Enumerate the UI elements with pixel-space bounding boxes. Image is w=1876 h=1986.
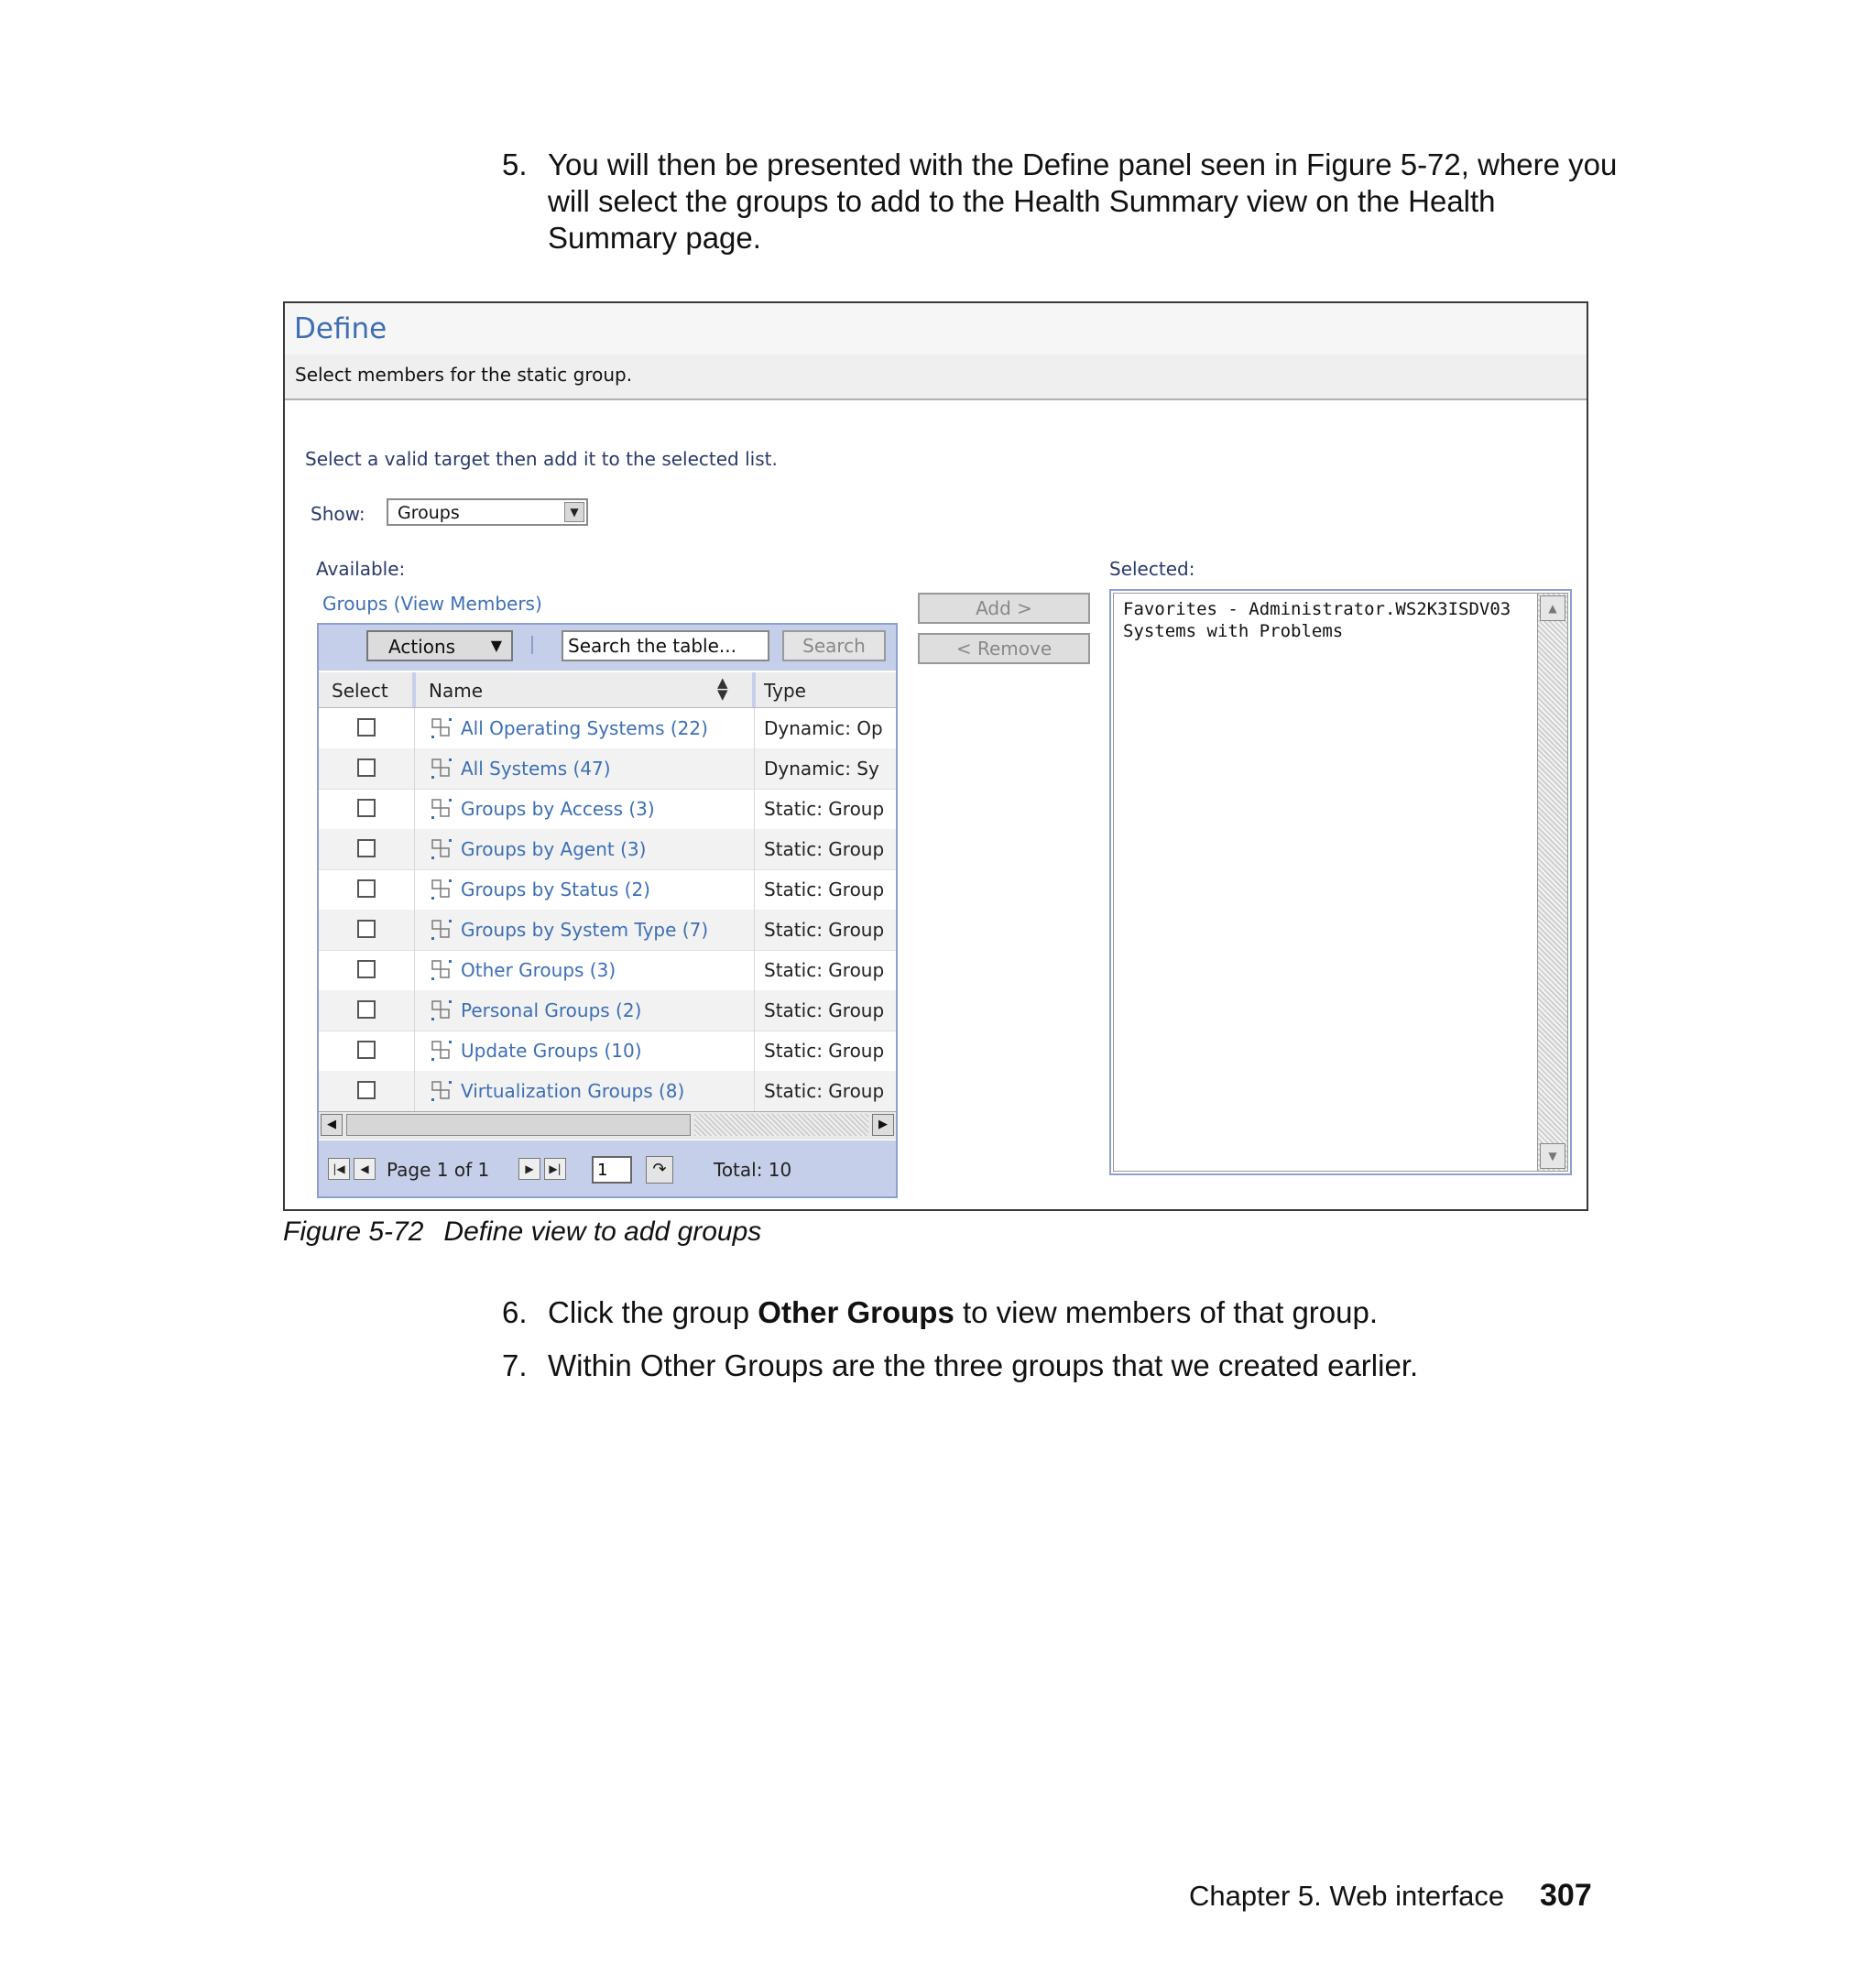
table-row — [319, 869, 896, 911]
remove-button[interactable]: < Remove — [918, 633, 1090, 664]
group-icon — [431, 1080, 453, 1102]
group-icon — [431, 959, 453, 981]
row-checkbox[interactable] — [357, 758, 376, 777]
group-type: Dynamic: Op — [764, 717, 883, 739]
scroll-down-icon[interactable]: ▼ — [1540, 1143, 1565, 1169]
selected-item[interactable]: Systems with Problems — [1123, 621, 1344, 641]
group-icon — [431, 1040, 453, 1062]
row-checkbox[interactable] — [357, 1081, 376, 1099]
table-row — [319, 950, 896, 991]
scroll-up-icon[interactable]: ▲ — [1540, 595, 1565, 621]
column-header-type[interactable]: Type — [764, 680, 806, 702]
scrollbar-thumb[interactable] — [346, 1114, 691, 1136]
groups-view-members-link[interactable]: Groups (View Members) — [322, 593, 542, 615]
group-icon — [431, 919, 453, 941]
row-checkbox[interactable] — [357, 879, 376, 898]
group-name-link[interactable]: Groups by Status (2) — [461, 878, 650, 900]
show-select-value: Groups — [398, 503, 460, 523]
column-divider — [414, 869, 415, 910]
scroll-left-icon[interactable]: ◀ — [321, 1114, 343, 1136]
group-name-link[interactable]: Groups by Access (3) — [461, 798, 655, 820]
vertical-scrollbar[interactable] — [1537, 593, 1568, 1172]
page-number: 307 — [1540, 1878, 1592, 1913]
chevron-down-icon[interactable]: ▼ — [564, 502, 584, 522]
column-divider — [754, 748, 755, 789]
table-pager — [319, 1140, 896, 1198]
column-divider — [754, 829, 755, 869]
figure-number: Figure 5-72 — [283, 1217, 424, 1247]
actions-label: Actions — [388, 636, 456, 658]
scrollbar-track[interactable] — [694, 1114, 868, 1136]
group-icon — [431, 999, 453, 1021]
title-bar — [285, 303, 1587, 356]
last-page-icon[interactable]: ▶| — [544, 1158, 566, 1180]
column-divider — [754, 910, 755, 950]
add-button[interactable]: Add > — [918, 593, 1090, 624]
selected-list[interactable] — [1109, 589, 1572, 1175]
group-type: Static: Group — [764, 1080, 885, 1102]
first-page-icon[interactable]: |◀ — [328, 1158, 350, 1180]
next-page-icon[interactable]: ▶ — [518, 1158, 540, 1180]
group-name-link[interactable]: Personal Groups (2) — [461, 999, 642, 1021]
group-type: Static: Group — [764, 919, 885, 941]
group-name-link[interactable]: Virtualization Groups (8) — [461, 1080, 685, 1102]
row-checkbox[interactable] — [357, 718, 376, 737]
figure-caption — [283, 1217, 761, 1248]
selected-list-body — [1113, 593, 1540, 1172]
selected-item[interactable]: Favorites - Administrator.WS2K3ISDV03 — [1123, 599, 1511, 619]
total-count: Total: 10 — [714, 1159, 792, 1181]
table-search-input[interactable] — [562, 630, 769, 661]
row-checkbox[interactable] — [357, 799, 376, 817]
column-header-name[interactable]: Name — [429, 680, 484, 702]
column-divider — [754, 950, 755, 990]
previous-page-icon[interactable]: ◀ — [354, 1158, 376, 1180]
column-divider — [414, 1071, 415, 1111]
actions-menu-button[interactable] — [366, 630, 513, 661]
column-divider — [414, 748, 415, 789]
row-checkbox[interactable] — [357, 920, 376, 938]
table-header — [319, 672, 896, 708]
group-type: Static: Group — [764, 1040, 885, 1062]
available-table — [317, 623, 898, 1198]
sort-icon[interactable]: ▲ ▼ — [717, 674, 728, 703]
group-icon — [431, 758, 453, 780]
table-row — [319, 829, 896, 870]
column-divider — [754, 1031, 755, 1071]
column-divider — [414, 990, 415, 1031]
row-checkbox[interactable] — [357, 960, 376, 978]
group-type: Static: Group — [764, 999, 885, 1021]
toolbar-divider — [531, 636, 533, 654]
step-text: Within Other Groups are the three groups that we created earlier. — [548, 1348, 1419, 1382]
group-type: Static: Group — [764, 878, 885, 900]
table-toolbar — [319, 625, 896, 671]
horizontal-scrollbar[interactable] — [319, 1111, 896, 1140]
step-text-part: Click the group — [548, 1295, 758, 1329]
column-divider — [414, 789, 415, 829]
column-divider — [754, 1071, 755, 1111]
table-row — [319, 1031, 896, 1072]
step-text-part: to view members of that group. — [954, 1295, 1379, 1329]
other-groups-emphasis: Other Groups — [758, 1295, 954, 1329]
group-type: Static: Group — [764, 838, 885, 860]
group-name-link[interactable]: All Systems (47) — [461, 758, 611, 780]
page-indicator: Page 1 of 1 — [387, 1159, 490, 1181]
step-number: 5. — [502, 147, 528, 181]
group-name-link[interactable]: All Operating Systems (22) — [461, 717, 708, 739]
page-number-input[interactable] — [592, 1156, 632, 1184]
group-name-link[interactable]: Update Groups (10) — [461, 1040, 642, 1062]
figure-caption-text: Define view to add groups — [443, 1217, 762, 1247]
instruction-text: Select a valid target then add it to the selected list. — [305, 448, 778, 470]
step-text: You will then be presented with the Define panel seen in Figure 5-72, where you will select the groups to add to the Health Summary view on the Health Summary page. — [548, 147, 1618, 255]
table-row — [319, 789, 896, 830]
column-divider — [414, 708, 415, 748]
group-icon — [431, 717, 453, 739]
column-divider — [414, 910, 415, 950]
step-number: 6. — [502, 1295, 528, 1329]
table-row — [319, 1071, 896, 1112]
row-checkbox[interactable] — [357, 1000, 376, 1019]
group-name-link[interactable]: Groups by Agent (3) — [461, 838, 647, 860]
chevron-down-icon: ▼ — [490, 637, 502, 654]
table-row — [319, 708, 896, 749]
show-label: Show: — [311, 503, 365, 525]
subtitle-bar — [285, 355, 1587, 400]
table-row — [319, 748, 896, 790]
group-type: Dynamic: Sy — [764, 758, 879, 780]
column-divider — [414, 1031, 415, 1071]
row-checkbox[interactable] — [357, 1041, 376, 1059]
panel-subtitle: Select members for the static group. — [295, 364, 633, 386]
footer-chapter: Chapter 5. Web interface — [1189, 1880, 1505, 1912]
column-divider — [754, 789, 755, 829]
column-divider — [754, 990, 755, 1031]
column-divider — [752, 672, 756, 707]
group-type: Static: Group — [764, 798, 885, 820]
column-divider — [412, 672, 416, 707]
show-select[interactable] — [387, 498, 588, 526]
column-divider — [754, 708, 755, 748]
group-name-link[interactable]: Other Groups (3) — [461, 959, 616, 981]
group-icon — [431, 838, 453, 860]
search-button[interactable]: Search — [782, 630, 886, 661]
panel-title: Define — [294, 312, 387, 345]
define-panel-figure — [283, 301, 1588, 1211]
table-row — [319, 910, 896, 951]
column-header-select[interactable]: Select — [332, 680, 388, 702]
step-number: 7. — [502, 1348, 528, 1382]
column-divider — [754, 869, 755, 910]
scroll-right-icon[interactable]: ▶ — [872, 1114, 894, 1136]
group-type: Static: Group — [764, 959, 885, 981]
available-label: Available: — [316, 558, 406, 580]
row-checkbox[interactable] — [357, 839, 376, 857]
column-divider — [414, 950, 415, 990]
selected-label: Selected: — [1109, 558, 1195, 580]
group-name-link[interactable]: Groups by System Type (7) — [461, 919, 709, 941]
group-icon — [431, 878, 453, 900]
step-text — [548, 1294, 1629, 1331]
go-to-page-icon[interactable]: ↷ — [646, 1156, 673, 1184]
column-divider — [414, 829, 415, 869]
table-row — [319, 990, 896, 1031]
group-icon — [431, 798, 453, 820]
